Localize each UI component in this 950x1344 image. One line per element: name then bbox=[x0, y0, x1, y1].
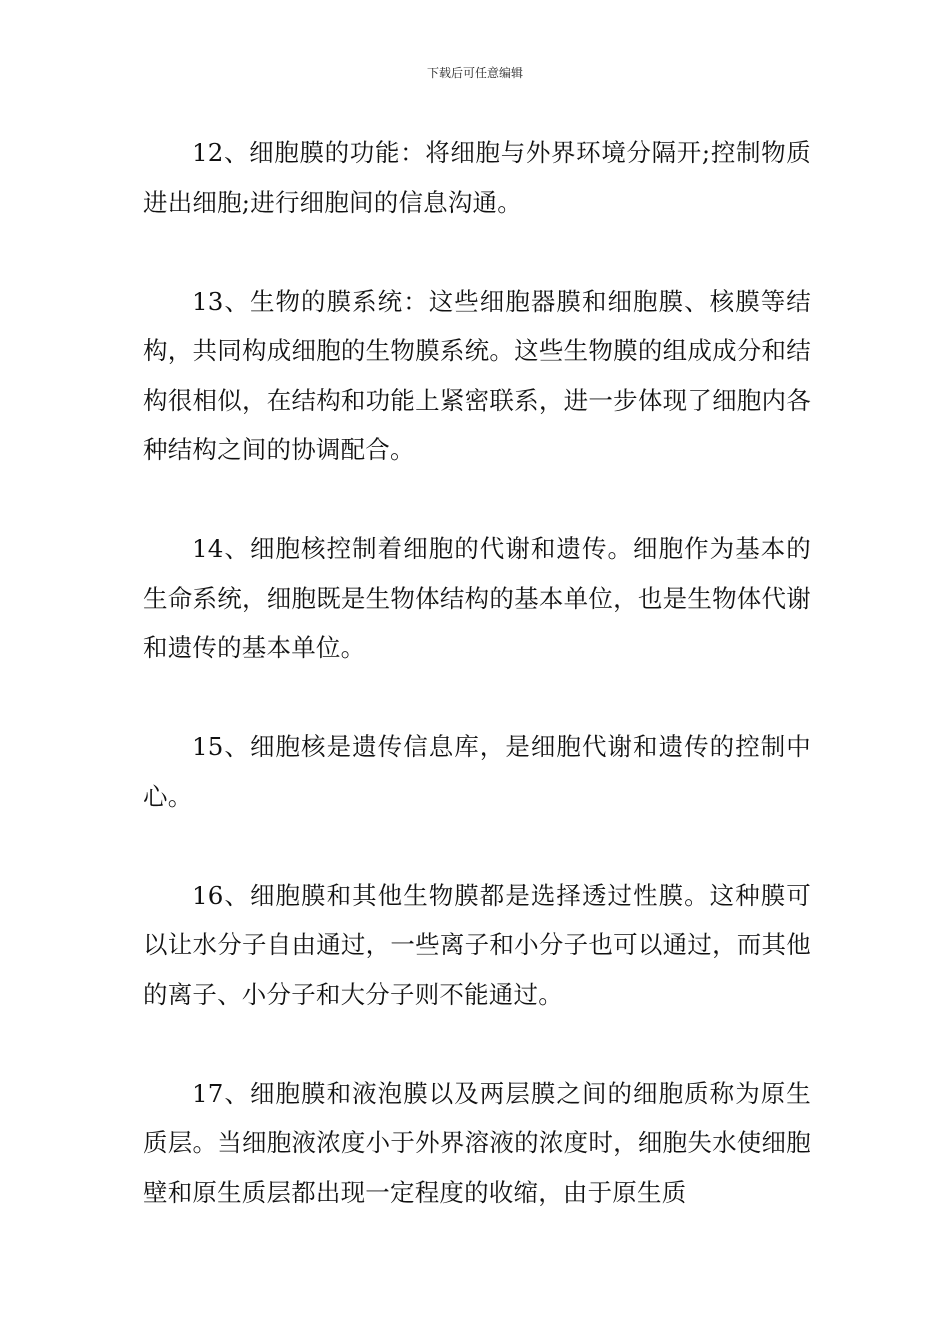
paragraph-15: 15、细胞核是遗传信息库，是细胞代谢和遗传的控制中心。 bbox=[143, 732, 811, 811]
document-body bbox=[143, 128, 811, 1217]
paragraph-12: 12、细胞膜的功能：将细胞与外界环境分隔开;控制物质进出细胞;进行细胞间的信息沟通。 bbox=[143, 138, 811, 217]
paragraph-14: 14、细胞核控制着细胞的代谢和遗传。细胞作为基本的生命系统，细胞既是生物体结构的基本单位，也是生物体代谢和遗传的基本单位。 bbox=[143, 534, 811, 662]
paragraph-16: 16、细胞膜和其他生物膜都是选择透过性膜。这种膜可以让水分子自由通过，一些离子和小分子也可以通过，而其他的离子、小分子和大分子则不能通过。 bbox=[143, 880, 811, 1009]
page-header: 下载后可任意编辑 bbox=[426, 66, 523, 80]
paragraph-13: 13、生物的膜系统：这些细胞器膜和细胞膜、核膜等结构，共同构成细胞的生物膜系统。这些生物膜的组成成分和结构很相似，在结构和功能上紧密联系，进一步体现了细胞内各种结构之间的协调配合。 bbox=[143, 286, 811, 464]
paragraph-17: 17、细胞膜和液泡膜以及两层膜之间的细胞质称为原生质层。当细胞液浓度小于外界溶液的浓度时，细胞失水使细胞壁和原生质层都出现一定程度的收缩，由于原生质 bbox=[143, 1078, 811, 1207]
